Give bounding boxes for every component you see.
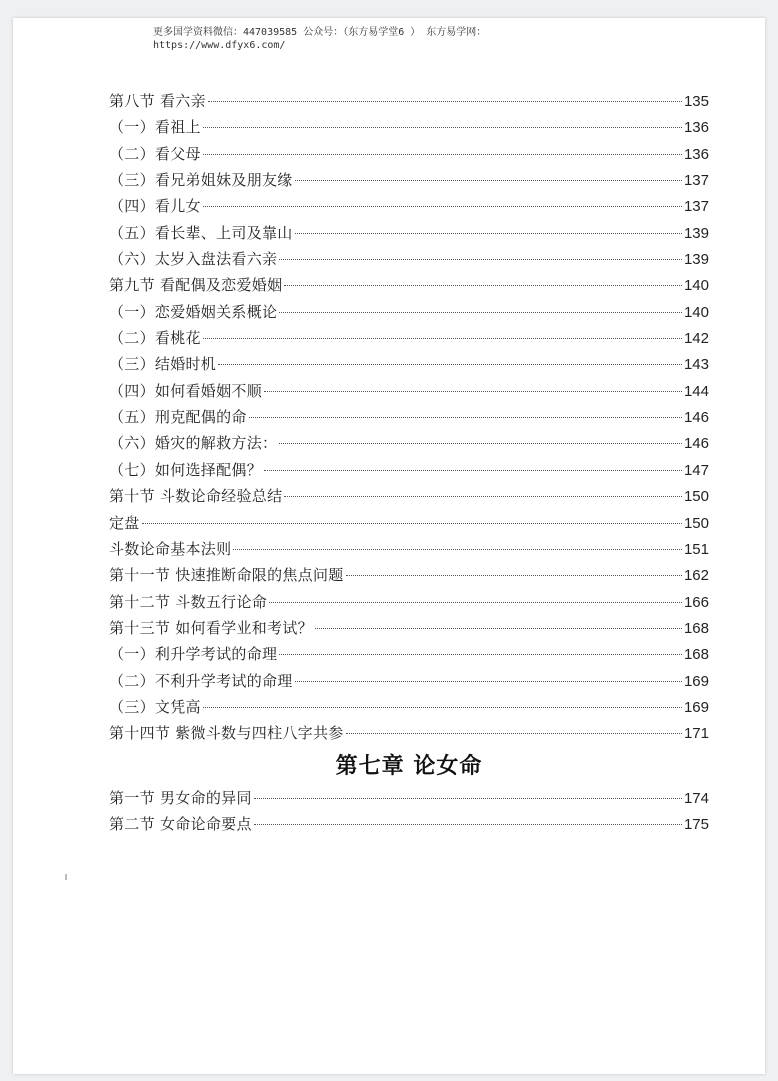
toc-entry-label: （四）如何看婚姻不顺: [109, 381, 263, 400]
toc-entry: [109, 406, 709, 432]
dot-leader: [203, 707, 682, 708]
toc-entry-page-number: 171: [683, 725, 709, 743]
toc-entry: [109, 643, 709, 669]
toc-entry: [109, 512, 709, 538]
toc-entry-label: （七）如何选择配偶？: [109, 460, 263, 479]
dot-leader: [315, 628, 682, 629]
toc-entry-page-number: 136: [683, 119, 709, 137]
toc-entry: [109, 787, 709, 813]
toc-entry-label: （二）看父母: [109, 144, 201, 163]
toc-entry-page-number: 146: [683, 435, 709, 453]
toc-entry-label: （六）太岁入盘法看六亲: [109, 250, 278, 269]
toc-entry-page-number: 150: [683, 488, 709, 506]
watermark-line-2: https://www.dfyx6.com/: [153, 40, 286, 51]
toc-entry-label: （三）文凭高: [109, 697, 201, 716]
toc-entry: [109, 538, 709, 564]
dot-leader: [142, 523, 682, 524]
toc-entry: [109, 380, 709, 406]
toc-entry-label: 第十一节 快速推断命限的焦点问题: [109, 566, 344, 585]
toc-entry-page-number: 142: [683, 330, 709, 348]
dot-leader: [249, 417, 682, 418]
dot-leader: [203, 154, 682, 155]
toc-entry: [109, 722, 709, 748]
dot-leader: [279, 654, 682, 655]
toc-entry-label: （二）看桃花: [109, 329, 201, 348]
document-page: [13, 18, 765, 1074]
toc-entry: [109, 90, 709, 116]
toc-entry-label: 第十四节 紫微斗数与四柱八字共参: [109, 724, 344, 743]
dot-leader: [254, 824, 682, 825]
dot-leader: [295, 233, 682, 234]
dot-leader: [346, 575, 682, 576]
toc-entry-label: （六）婚灾的解救方法：: [109, 434, 278, 453]
toc-entry-page-number: 166: [683, 593, 709, 611]
toc-entry-label: 斗数论命基本法则: [109, 539, 232, 558]
dot-leader: [264, 470, 682, 471]
toc-entry-page-number: 169: [683, 698, 709, 716]
dot-leader: [295, 180, 682, 181]
toc-entry-page-number: 137: [683, 198, 709, 216]
toc-entry-label: （四）看儿女: [109, 197, 201, 216]
dot-leader: [279, 312, 682, 313]
toc-entry-page-number: 168: [683, 646, 709, 664]
toc-entry: [109, 670, 709, 696]
toc-entry-label: 第八节 看六亲: [109, 92, 206, 110]
toc-entry: [109, 248, 709, 274]
toc-entry-label: （一）恋爱婚姻关系概论: [109, 302, 278, 321]
toc-entry: [109, 813, 709, 839]
toc-entry: [109, 327, 709, 353]
dot-leader: [284, 496, 682, 497]
dot-leader: [254, 798, 682, 799]
toc-entry-label: （一）看祖上: [109, 118, 201, 137]
toc-entry: [109, 116, 709, 142]
toc-entry-page-number: 140: [683, 303, 709, 321]
toc-entry-page-number: 168: [683, 619, 709, 637]
toc-entry-page-number: 135: [683, 93, 709, 110]
toc-entry-label: （二）不利升学考试的命理: [109, 671, 293, 690]
dot-leader: [279, 259, 682, 260]
dot-leader: [295, 681, 682, 682]
toc-entry: [109, 696, 709, 722]
toc-entry-label: 第二节 女命论命要点: [109, 814, 252, 833]
toc-entry-label: （三）看兄弟姐妹及朋友缘: [109, 171, 293, 190]
toc-entry-page-number: 150: [683, 514, 709, 532]
toc-entry-page-number: 147: [683, 461, 709, 479]
toc-entry: [109, 169, 709, 195]
toc-entry: [109, 564, 709, 590]
dot-leader: [269, 602, 682, 603]
dot-leader: [346, 733, 682, 734]
dot-leader: [218, 364, 682, 365]
dot-leader: [203, 127, 682, 128]
watermark-line-1: 更多国学资料微信：447039585 公众号：（东方易学堂6 ） 东方易学网：: [153, 27, 487, 38]
toc-entry-label: （一）利升学考试的命理: [109, 645, 278, 664]
dot-leader: [279, 443, 682, 444]
dot-leader: [208, 101, 682, 102]
scan-mark: [65, 874, 67, 880]
dot-leader: [203, 338, 682, 339]
toc-entry-label: 第九节 看配偶及恋爱婚姻: [109, 276, 283, 295]
toc-entry-page-number: 137: [683, 172, 709, 190]
chapter-heading: 第七章 论女命: [335, 753, 483, 779]
toc-entry-page-number: 151: [683, 540, 709, 558]
toc-entry-page-number: 140: [683, 277, 709, 295]
toc-entry: [109, 432, 709, 458]
toc-entry-page-number: 139: [683, 224, 709, 242]
toc-entry-page-number: 136: [683, 145, 709, 163]
toc-entry-page-number: 139: [683, 251, 709, 269]
toc-entry-label: 第十二节 斗数五行论命: [109, 592, 268, 611]
toc-entry: [109, 485, 709, 511]
toc-entry: [109, 353, 709, 379]
toc-entry-label: 第十三节 如何看学业和考试？: [109, 618, 313, 637]
toc-entry: [109, 143, 709, 169]
toc-entry-page-number: 146: [683, 409, 709, 427]
toc-entry-label: 第十节 斗数论命经验总结: [109, 487, 283, 506]
toc-entry: [109, 195, 709, 221]
toc-entry: [109, 617, 709, 643]
toc-entry-page-number: 174: [683, 789, 709, 807]
toc-entry-label: （三）结婚时机: [109, 355, 217, 374]
toc-entry-page-number: 169: [683, 672, 709, 690]
toc-entries-after: [109, 787, 709, 840]
toc-entry-label: （五）刑克配偶的命: [109, 408, 247, 427]
toc-entry: [109, 274, 709, 300]
toc-entry-page-number: 144: [683, 382, 709, 400]
toc-entry-page-number: 143: [683, 356, 709, 374]
toc-entry-page-number: 175: [683, 815, 709, 833]
dot-leader: [203, 206, 682, 207]
dot-leader: [233, 549, 682, 550]
toc-entry: [109, 459, 709, 485]
toc-entry-label: 定盘: [109, 513, 140, 532]
table-of-contents: [109, 90, 709, 839]
toc-entry: [109, 222, 709, 248]
toc-entry-label: （五）看长辈、上司及靠山: [109, 223, 293, 242]
toc-entry: [109, 591, 709, 617]
watermark-header: [153, 26, 486, 52]
dot-leader: [284, 285, 682, 286]
toc-entry: [109, 301, 709, 327]
toc-entry-label: 第一节 男女命的异同: [109, 788, 252, 807]
toc-entry-page-number: 162: [683, 567, 709, 585]
toc-entries-before: [109, 90, 709, 749]
dot-leader: [264, 391, 682, 392]
